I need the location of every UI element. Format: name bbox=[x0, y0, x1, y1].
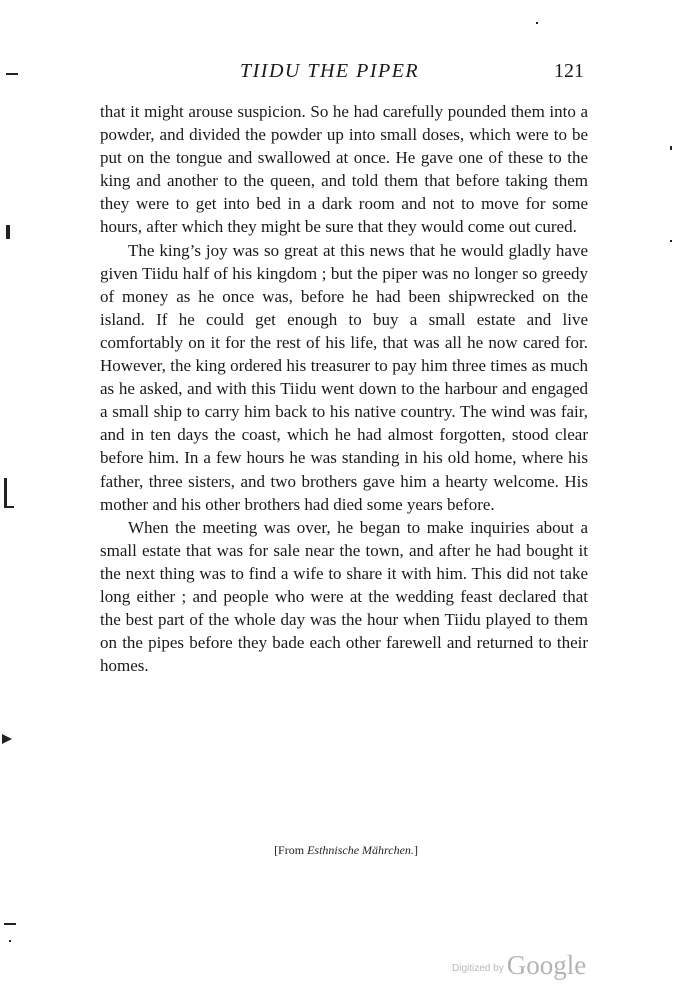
scan-mark-dot-top-right bbox=[536, 22, 538, 24]
google-logo: Google bbox=[506, 950, 587, 980]
paragraph-2: The king’s joy was so great at this news that he would gladly have given Tiidu half of his kingdom ; but the piper was no longer so greedy of money as he once was, before he had been shipwrecked on the island. If he could get enough to buy a small estate and live comfortably on it for the rest of his life, that was all he now cared for. However, the king ordered his treasurer to pay him three times as much as he asked, and with this Tiidu went down to the harbour and engaged a small ship to carry him back to his native country. The wind was fair, and in ten days the coast, which he had almost forgotten, stood clear before him. In a few hours he was standing in his old home, where his father, three sisters, and two brothers gave him a hearty welcome. His mother and his other brothers had died some years before. bbox=[100, 240, 588, 514]
scan-mark-dot-left bbox=[9, 940, 11, 942]
scan-mark-top-left bbox=[6, 73, 18, 75]
source-title: Esthnische Mährchen. bbox=[307, 843, 414, 857]
source-note bbox=[0, 843, 692, 858]
scan-mark-tick-1 bbox=[6, 225, 10, 239]
paragraph-1: that it might arouse suspicion. So he had carefully pounded them into a powder, and divided the powder up into small doses, which were to be put on the tongue and swallowed at once. He gave one of these to the king and another to the queen, and told them that before taking them they were to get into bed in a dark room and not to move for some hours, after which they might be sure that they would come out cured. bbox=[100, 102, 588, 237]
digitized-watermark bbox=[452, 950, 586, 981]
scan-mark-dot-right bbox=[670, 146, 672, 150]
scan-mark-dot-right-2 bbox=[670, 240, 672, 242]
scan-mark-arrow bbox=[2, 734, 12, 744]
source-open: [From bbox=[274, 843, 308, 857]
scan-mark-bracket bbox=[4, 478, 7, 508]
running-title: TIIDU THE PIPER bbox=[240, 60, 420, 82]
paragraph-3: When the meeting was over, he began to make inquiries about a small estate that was for sale near the town, and after he had bought it the next thing was to find a wife to share it with him. This did not take long either ; and people who were at the wedding feast declared that the best part of the whole day was the hour when Tiidu played to them on the pipes before they bade each other farewell and returned to their homes. bbox=[100, 517, 588, 676]
source-close: ] bbox=[413, 843, 418, 857]
running-head bbox=[100, 58, 588, 88]
page-number: 121 bbox=[554, 60, 584, 82]
scan-mark-bottom-left bbox=[4, 923, 16, 925]
scan-mark-bracket-foot bbox=[4, 506, 14, 508]
body-text bbox=[100, 100, 588, 677]
watermark-prefix: Digitized by bbox=[452, 963, 504, 974]
